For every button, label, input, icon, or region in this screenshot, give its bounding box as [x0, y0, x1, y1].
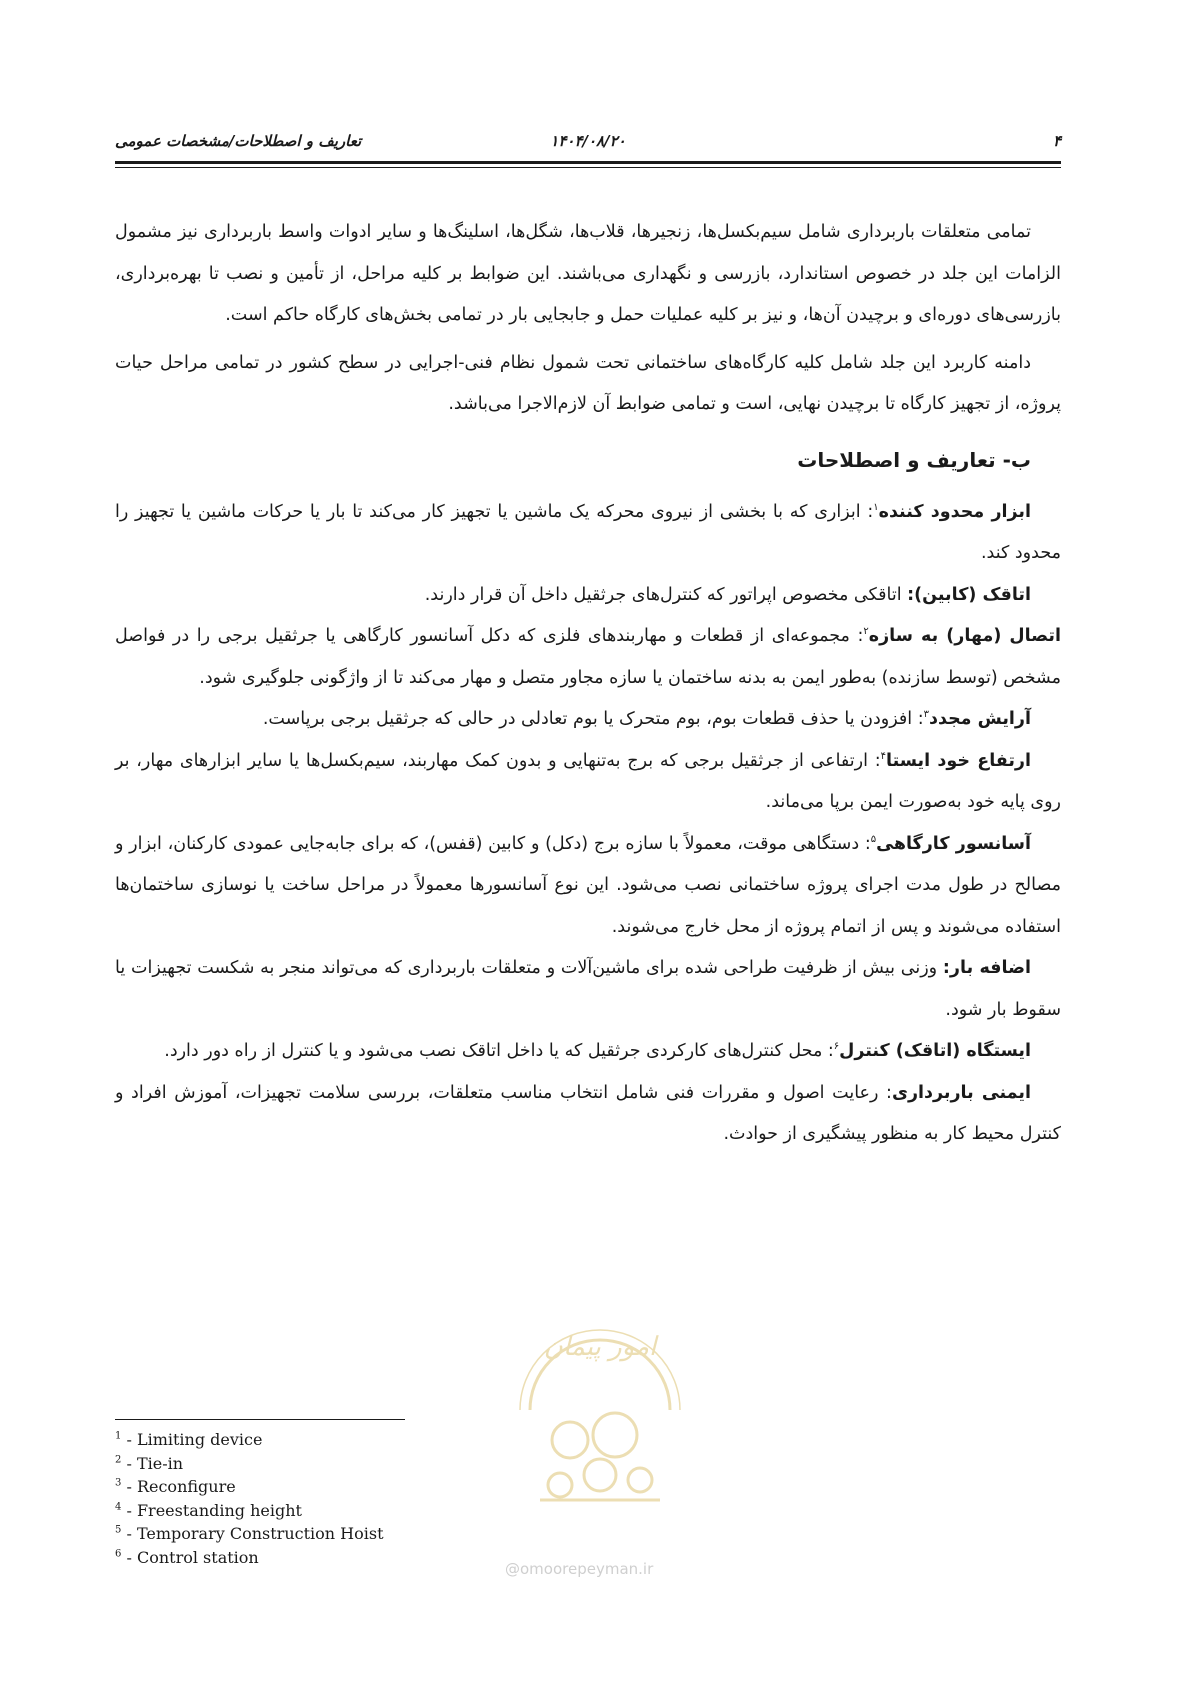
- definition-lifting-safety: ایمنی باربرداری: رعایت اصول و مقررات فنی شامل انتخاب مناسب متعلقات، بررسی سلامت تجهیزات، آموزش افراد و کنترل محیط کار به منظور پیشگیری از حوادث.: [115, 1082, 1061, 1144]
- definition-construction-hoist: آسانسور کارگاهی$^۵$: دستگاهی موقت، معمولاً با سازه برج (دکل) و کابین (قفس)، که برای جابه‌جایی عمودی کارکنان، ابزار و مصالح در طول مدت اجرای پروژه ساختمانی نصب می‌شود. این نوع آسانسورها معمولاً در مراحل ساخت یا نوسازی ساختمان‌ها استفاده می‌شوند و پس از اتمام پروژه از محل خارج می‌شوند.: [115, 833, 1061, 937]
- watermark-logo-icon: [500, 1300, 700, 1510]
- intro-paragraph-2: دامنه کاربرد این جلد شامل کلیه کارگاه‌های ساختمانی تحت شمول نظام فنی-اجرایی در سطح کشور در تمامی مراحل حیات پروژه، از تجهیز کارگاه تا برچیدن نهایی، است و تمامی ضوابط آن لازم‌الاجرا می‌باشد.: [115, 352, 1061, 414]
- definition-text: رعایت اصول و مقررات فنی شامل انتخاب مناسب متعلقات، بررسی سلامت تجهیزات، آموزش افراد و کنترل محیط کار به منظور پیشگیری از حوادث.: [115, 1082, 1061, 1144]
- definition-term: اتاقک (کابین):: [907, 584, 1031, 605]
- definition-text: ارتفاعی از جرثقیل برجی که برج به‌تنهایی و بدون کمک مهاربند، سیم‌بکسل‌ها یا سایر ابزارهای مهار، بر روی پایه خود به‌صورت ایمن برپا می‌ماند.: [115, 750, 1061, 812]
- watermark-url: @omoorepeyman.ir: [505, 1560, 654, 1578]
- page-header: [115, 132, 1061, 158]
- footnote-ref: ۶: [833, 1041, 840, 1053]
- header-title: تعاریف و اصطلاحات/مشخصات عمومی: [115, 132, 362, 150]
- footnote-4: $^4$ - Freestanding height: [115, 1500, 302, 1520]
- footnote-ref: ۳: [923, 709, 929, 721]
- header-rule-thick: [115, 161, 1061, 164]
- definition-term: ابزار محدود کننده: [878, 501, 1031, 522]
- page-number: ۴: [1052, 132, 1061, 150]
- definition-term: اضافه بار:: [942, 958, 1031, 978]
- footnote-2: $^2$ - Tie-in: [115, 1453, 184, 1473]
- section-title: ب- تعاریف و اصطلاحات: [797, 447, 1031, 472]
- definition-text: اتاقکی مخصوص اپراتور که کنترل‌های جرثقیل داخل آن قرار دارند.: [424, 584, 902, 605]
- intro-paragraph-1: تمامی متعلقات باربرداری شامل سیم‌بکسل‌ها، زنجیرها، قلاب‌ها، شگل‌ها، اسلینگ‌ها و سایر ادوات واسط باربرداری نیز مشمول الزامات این جلد در خصوص استاندارد، بازرسی و نگهداری می‌باشند. این ضوابط بر کلیه مراحل، از تأمین و نصب تا بهره‌برداری، بازرسی‌های دوره‌ای و برچیدن آن‌ها، و نیز بر کلیه عملیات حمل و جابجایی بار در تمامی بخش‌های کارگاه حاکم است.: [115, 222, 1061, 325]
- footnote-5: $^5$ - Temporary Construction Hoist: [115, 1524, 384, 1543]
- header-rule-thin: [115, 167, 1061, 168]
- footnote-ref: ۱: [873, 501, 879, 513]
- definition-overload: [115, 948, 1061, 1031]
- document-body: [115, 212, 1061, 1156]
- definition-control-station: ایستگاه (اتاقک) کنترل$^۶$: محل کنترل‌های کارکردی جرثقیل که یا داخل اتاقک نصب می‌شود و یا کنترل از راه دور دارد.: [164, 1041, 1031, 1061]
- footnote-ref: ۲: [863, 626, 869, 638]
- definition-term: ایمنی باربرداری: [891, 1082, 1031, 1103]
- definition-text: وزنی بیش از ظرفیت طراحی شده برای ماشین‌آلات و متعلقات باربرداری که می‌تواند منجر به شکست تجهیزات یا سقوط بار شود.: [115, 958, 1061, 1020]
- footnote-ref: ۴: [880, 750, 887, 762]
- definition-text: محل کنترل‌های کارکردی جرثقیل که یا داخل اتاقک نصب می‌شود و یا کنترل از راه دور دارد.: [164, 1041, 823, 1061]
- definition-term: اتصال (مهار) به سازه: [868, 626, 1061, 646]
- footnote-1: $^1$ - Limiting device: [115, 1430, 263, 1449]
- definition-text: دستگاهی موقت، معمولاً با سازه برج (دکل) و کابین (قفس)، که برای جابه‌جایی عمودی کارکنان، ابزار و مصالح در طول مدت اجرای پروژه ساختمانی نصب می‌شود. این نوع آسانسورها معمولاً در مراحل ساخت یا نوسازی ساختمان‌ها استفاده می‌شوند و پس از اتمام پروژه از محل خارج می‌شوند.: [115, 833, 1061, 937]
- watermark-logo-text: امور پیمان: [543, 1332, 657, 1362]
- definition-text: افزودن یا حذف قطعات بوم، بوم متحرک یا بوم تعادلی در حالی که جرثقیل برجی برپاست.: [262, 709, 913, 729]
- footnote-3: $^3$ - Reconfigure: [115, 1477, 236, 1496]
- definition-text: مجموعه‌ای از قطعات و مهاربندهای فلزی که دکل آسانسور کارگاهی یا جرثقیل برجی را در فواصل مشخص (توسط سازنده) به‌طور ایمن به بدنه ساختمان یا سازه مجاور متصل و مهار می‌کند تا از واژگونی جلوگیری شود.: [115, 626, 1061, 688]
- definition-term: آسانسور کارگاهی: [876, 833, 1031, 854]
- footnote-separator: [115, 1419, 405, 1420]
- definition-tie-in: اتصال (مهار) به سازه$^۲$: مجموعه‌ای از قطعات و مهاربندهای فلزی که دکل آسانسور کارگاهی یا جرثقیل برجی را در فواصل مشخص (توسط سازنده) به‌طور ایمن به بدنه ساختمان یا سازه مجاور متصل و مهار می‌کند تا از واژگونی جلوگیری شود.: [115, 626, 1061, 688]
- definition-text: ابزاری که با بخشی از نیروی محرکه یک ماشین یا تجهیز کار می‌کند تا بار یا حرکات ماشین یا تجهیز را محدود کند.: [115, 501, 1061, 563]
- definition-freestanding-height: ارتفاع خود ایستا$^۴$: ارتفاعی از جرثقیل برجی که برج به‌تنهایی و بدون کمک مهاربند، سیم‌بکسل‌ها یا سایر ابزارهای مهار، بر روی پایه خود به‌صورت ایمن برپا می‌ماند.: [115, 750, 1061, 812]
- definition-term: ایستگاه (اتاقک) کنترل: [839, 1041, 1031, 1061]
- definition-reconfigure: آرایش مجدد$^۳$: افزودن یا حذف قطعات بوم، بوم متحرک یا بوم تعادلی در حالی که جرثقیل برجی برپاست.: [262, 709, 1031, 729]
- footnotes: [115, 1428, 515, 1569]
- definition-cabin: [115, 575, 1061, 617]
- footnote-6: $^6$ - Control station: [115, 1547, 259, 1567]
- footnote-ref: ۵: [870, 833, 877, 845]
- header-date: ۱۴۰۴/۰۸/۲۰: [550, 132, 626, 150]
- definition-term: ارتفاع خود ایستا: [886, 750, 1032, 771]
- definition-term: آرایش مجدد: [928, 709, 1031, 729]
- definition-limiting-device: ابزار محدود کننده$^۱$: ابزاری که با بخشی از نیروی محرکه یک ماشین یا تجهیز کار می‌کند تا بار یا حرکات ماشین یا تجهیز را محدود کند.: [115, 501, 1061, 563]
